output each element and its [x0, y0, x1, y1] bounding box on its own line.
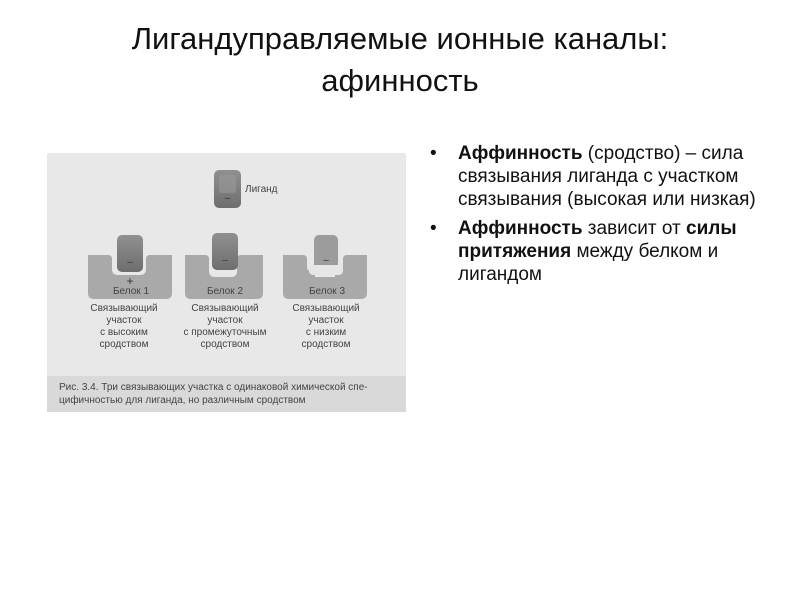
- bullet-text: (сродство) – сила связывания лиганда с участком связывания (высокая или низкая): [458, 143, 756, 210]
- affinity-diagram: [47, 153, 406, 412]
- ligand-free-sign: –: [224, 193, 231, 204]
- bullet-item: [428, 142, 758, 211]
- ligand-label: Лиганд: [245, 184, 278, 195]
- protein-1-ligand-sign: –: [127, 257, 133, 268]
- protein-2-desc-line: с промежуточным: [183, 327, 267, 338]
- protein-2-desc-line: Связывающий: [191, 303, 259, 314]
- bullet-bold: Аффинность: [458, 218, 583, 239]
- slide-title-line1: Лигандуправляемые ионные каналы:: [131, 21, 669, 56]
- slide-title: [40, 18, 760, 102]
- bullet-dot: •: [430, 143, 437, 164]
- bullet-item: [428, 217, 758, 286]
- protein-1-desc-line: с высоким: [100, 327, 148, 338]
- protein-2-desc: [169, 303, 281, 351]
- ligand-free-inner: [219, 175, 236, 193]
- caption-line1: Рис. 3.4. Три связывающих участка с одинаковой химической спе-: [59, 382, 368, 393]
- slide-title-line2: афинность: [321, 63, 479, 98]
- protein-3-ligand-sign: –: [323, 255, 329, 266]
- bullet-dot: •: [430, 218, 437, 239]
- bullet-text-2: между белком и лигандом: [458, 241, 719, 285]
- protein-1-charge: +: [126, 274, 134, 288]
- protein-2-desc-line: участок: [207, 315, 243, 326]
- protein-1-desc-line: Связывающий: [90, 303, 158, 314]
- protein-2-desc-line: сродством: [200, 339, 250, 350]
- bullet-bold: Аффинность: [458, 143, 583, 164]
- protein-2-name: Белок 2: [206, 286, 243, 297]
- protein-1-desc-line: участок: [106, 315, 142, 326]
- figure-caption: [47, 376, 406, 412]
- bullet-list: [428, 142, 758, 292]
- protein-3-desc-line: сродством: [301, 339, 351, 350]
- figure-caption-text: [59, 381, 399, 407]
- bullet-text: зависит от: [582, 218, 687, 239]
- protein-2-ligand-sign: –: [222, 255, 228, 266]
- affinity-figure: [47, 153, 406, 412]
- bullet-bold-2: силы притяжения: [458, 218, 737, 262]
- protein-3-desc: [271, 303, 381, 351]
- protein-1-name: Белок 1: [112, 286, 149, 297]
- protein-3-name: Белок 3: [308, 286, 345, 297]
- caption-line2: цифичностью для лиганда, но различным сродством: [59, 395, 306, 406]
- protein-3-desc-line: участок: [308, 315, 344, 326]
- protein-1-desc: [69, 303, 179, 351]
- protein-3-desc-line: с низким: [305, 327, 347, 338]
- protein-3-desc-line: Связывающий: [292, 303, 360, 314]
- protein-1-desc-line: сродством: [99, 339, 149, 350]
